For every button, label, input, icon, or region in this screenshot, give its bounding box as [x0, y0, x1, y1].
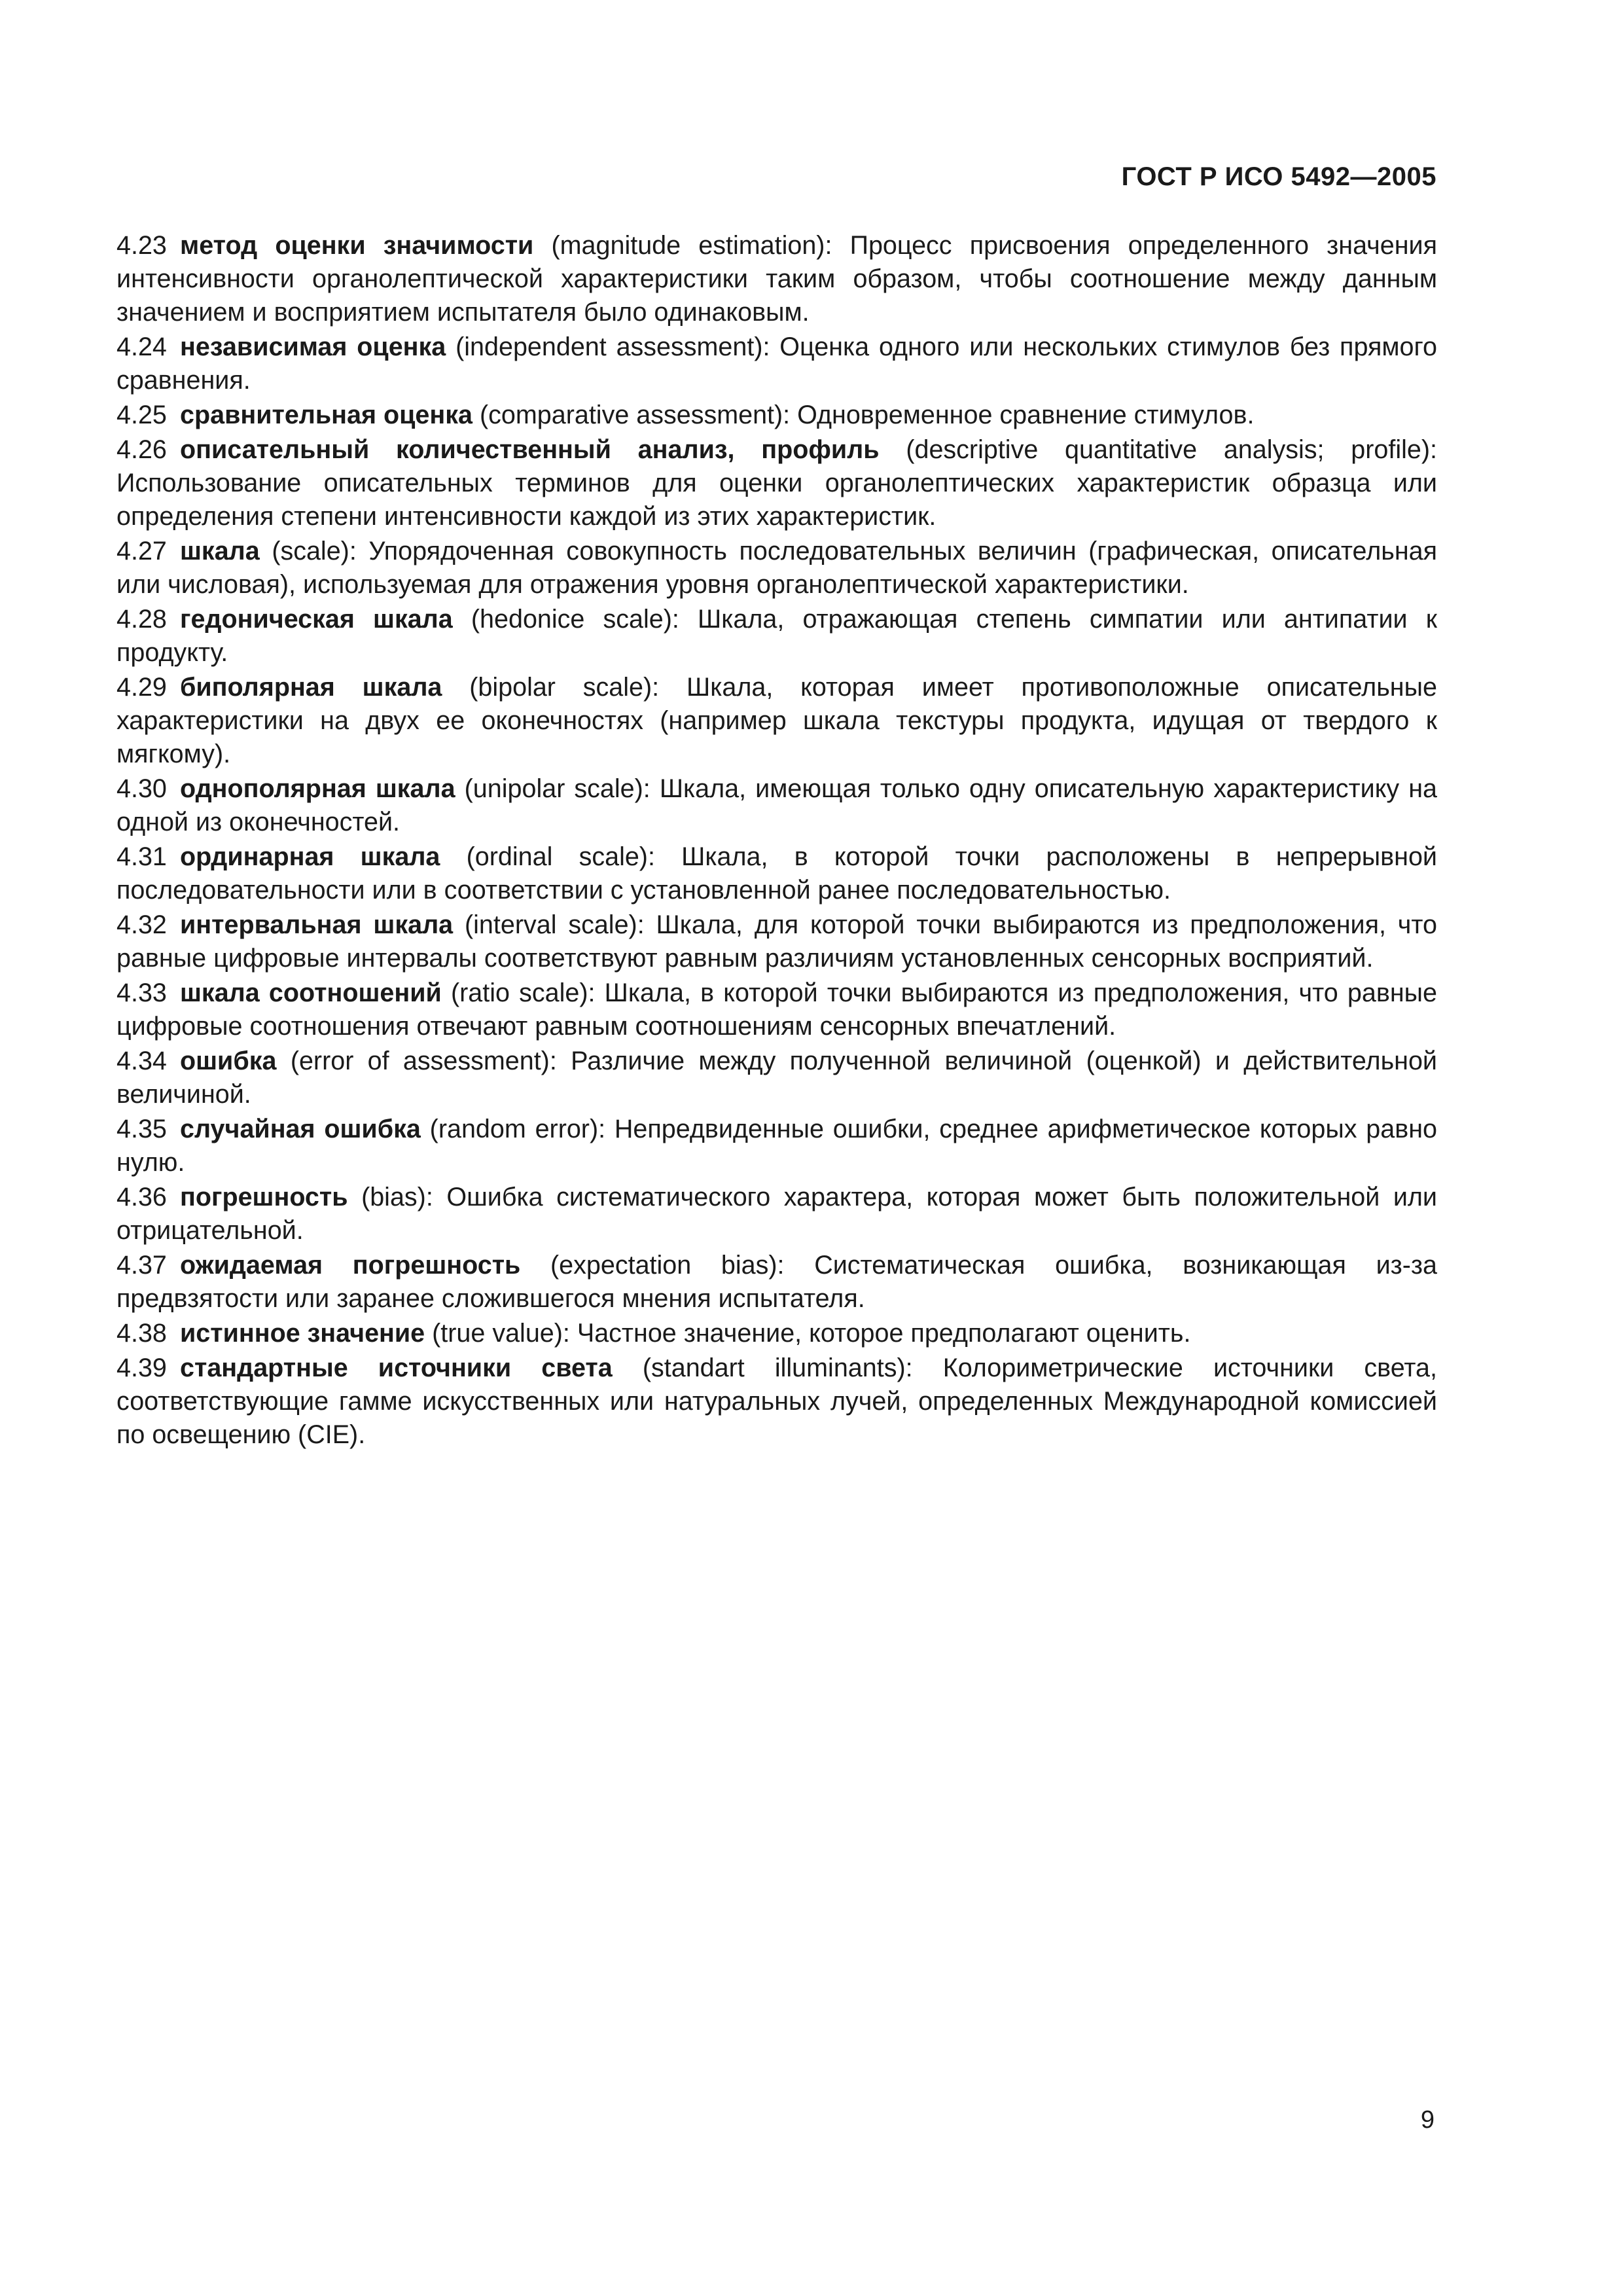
- definition-entry: [116, 1249, 1437, 1316]
- entry-number: 4.25: [116, 401, 167, 429]
- entry-number: 4.32: [116, 910, 167, 939]
- definition-entry: [116, 908, 1437, 975]
- entry-definition: Шкала, имеющая только одну описательную характеристику на одной из оконечностей.: [116, 774, 1438, 836]
- entry-number: 4.23: [116, 231, 167, 260]
- entry-term: шкала: [180, 537, 260, 565]
- entry-definition: Различие между полученной величиной (оценкой) и действительной величиной.: [116, 1047, 1438, 1109]
- entry-definition: Систематическая ошибка, возникающая из-за предвзятости или заранее сложившегося мнения испытателя.: [116, 1251, 1437, 1313]
- entry-definition: Шкала, отражающая степень симпатии или антипатии к продукту.: [116, 605, 1437, 667]
- entry-english-term: (error of assessment):: [290, 1047, 557, 1075]
- entry-english-term: (true value):: [432, 1319, 570, 1348]
- entry-number: 4.29: [116, 673, 167, 702]
- entry-term: независимая оценка: [180, 332, 446, 361]
- definition-entry: [116, 603, 1437, 670]
- entry-term: стандартные источники света: [180, 1354, 613, 1382]
- entry-definition: Использование описательных терминов для оценки органолептических характеристик образца или определения степени интенсивности каждой из этих характеристик.: [116, 469, 1437, 531]
- entry-number: 4.31: [116, 842, 167, 871]
- entry-number: 4.28: [116, 605, 167, 634]
- definition-entry: [116, 1352, 1437, 1452]
- entry-term: шкала соотношений: [180, 978, 442, 1007]
- entry-term: случайная ошибка: [180, 1115, 421, 1143]
- entry-definition: Шкала, в которой точки расположены в непрерывной последовательности или в соответствии с установленной ранее последовательностью.: [116, 842, 1437, 905]
- entry-definition: Колориметрические источники света, соответствующие гамме искусственных или натуральных лучей, определенных Международной комиссией по освещению (CIE).: [116, 1354, 1437, 1449]
- entry-number: 4.39: [116, 1354, 167, 1382]
- entry-number: 4.38: [116, 1319, 167, 1348]
- definition-entry: [116, 1113, 1437, 1179]
- entry-term: интервальная шкала: [180, 910, 454, 939]
- entry-english-term: (ratio scale):: [450, 978, 596, 1007]
- definition-entry: [116, 840, 1437, 907]
- definition-entry: [116, 671, 1437, 771]
- entry-term: метод оценки значимости: [180, 231, 534, 260]
- entry-term: ошибка: [180, 1047, 277, 1075]
- definition-entry: [116, 399, 1437, 432]
- entry-number: 4.34: [116, 1047, 167, 1075]
- entry-english-term: (ordinal scale):: [466, 842, 655, 871]
- entry-english-term: (comparative assessment):: [479, 401, 791, 429]
- entry-number: 4.30: [116, 774, 167, 803]
- entry-definition: Шкала, для которой точки выбираются из предположения, что равные цифровые интервалы соответствуют равным различиям установленных сенсорных восприятий.: [116, 910, 1437, 973]
- definition-entry: [116, 331, 1437, 397]
- definition-entry: [116, 772, 1437, 839]
- definition-entry: [116, 1181, 1437, 1247]
- definition-entry: [116, 977, 1437, 1043]
- entry-definition: Шкала, которая имеет противоположные описательные характеристики на двух ее оконечностях (например шкала текстуры продукта, идущая от твердого к мягкому).: [116, 673, 1437, 768]
- entry-english-term: (independent assessment):: [455, 332, 770, 361]
- entry-definition: Шкала, в которой точки выбираются из предположения, что равные цифровые соотношения отвечают равным соотношениям сенсорных впечатлений.: [116, 978, 1437, 1041]
- entry-english-term: (bipolar scale):: [469, 673, 660, 702]
- document-code-header: ГОСТ Р ИСО 5492—2005: [1121, 162, 1436, 191]
- entry-definition: Ошибка систематического характера, которая может быть положительной или отрицательной.: [116, 1183, 1438, 1245]
- definition-entry: [116, 433, 1437, 533]
- entry-definition: Оценка одного или нескольких стимулов без прямого сравнения.: [116, 332, 1437, 395]
- entry-english-term: (hedonice scale):: [471, 605, 679, 634]
- entry-term: сравнительная оценка: [180, 401, 473, 429]
- entry-term: истинное значение: [180, 1319, 425, 1348]
- definition-entry: [116, 1045, 1437, 1111]
- entry-term: ординарная шкала: [180, 842, 440, 871]
- entry-term: описательный количественный анализ, профиль: [180, 435, 880, 464]
- entry-number: 4.24: [116, 332, 167, 361]
- entry-number: 4.35: [116, 1115, 167, 1143]
- entry-number: 4.26: [116, 435, 167, 464]
- entry-number: 4.27: [116, 537, 167, 565]
- entry-term: ожидаемая погрешность: [180, 1251, 521, 1280]
- entry-number: 4.33: [116, 978, 167, 1007]
- definition-entry: [116, 229, 1437, 329]
- entry-english-term: (bias):: [361, 1183, 433, 1211]
- definitions-list: [116, 229, 1437, 1453]
- entry-definition: Одновременное сравнение стимулов.: [797, 401, 1255, 429]
- definition-entry: [116, 535, 1437, 601]
- entry-english-term: (interval scale):: [465, 910, 645, 939]
- definition-entry: [116, 1317, 1437, 1350]
- entry-english-term: (standart illuminants):: [642, 1354, 913, 1382]
- entry-english-term: (scale):: [272, 537, 357, 565]
- entry-definition: Упорядоченная совокупность последовательных величин (графическая, описательная или числовая), используемая для отражения уровня органолептической характеристики.: [116, 537, 1437, 599]
- entry-term: погрешность: [180, 1183, 348, 1211]
- page-number: 9: [1420, 2106, 1435, 2134]
- entry-english-term: (descriptive quantitative analysis; profile):: [906, 435, 1437, 464]
- entry-term: биполярная шкала: [180, 673, 442, 702]
- entry-definition: Частное значение, которое предполагают оценить.: [577, 1319, 1191, 1348]
- entry-english-term: (unipolar scale):: [464, 774, 651, 803]
- entry-number: 4.36: [116, 1183, 167, 1211]
- entry-definition: Непредвиденные ошибки, среднее арифметическое которых равно нулю.: [116, 1115, 1437, 1177]
- entry-english-term: (magnitude estimation):: [551, 231, 832, 260]
- entry-number: 4.37: [116, 1251, 167, 1280]
- entry-term: гедоническая шкала: [180, 605, 453, 634]
- entry-english-term: (random error):: [429, 1115, 606, 1143]
- entry-english-term: (expectation bias):: [550, 1251, 785, 1280]
- entry-definition: Процесс присвоения определенного значения интенсивности органолептической характеристики таким образом, чтобы соотношение между данным значением и восприятием испытателя было одинаковым.: [116, 231, 1437, 327]
- entry-term: однополярная шкала: [180, 774, 455, 803]
